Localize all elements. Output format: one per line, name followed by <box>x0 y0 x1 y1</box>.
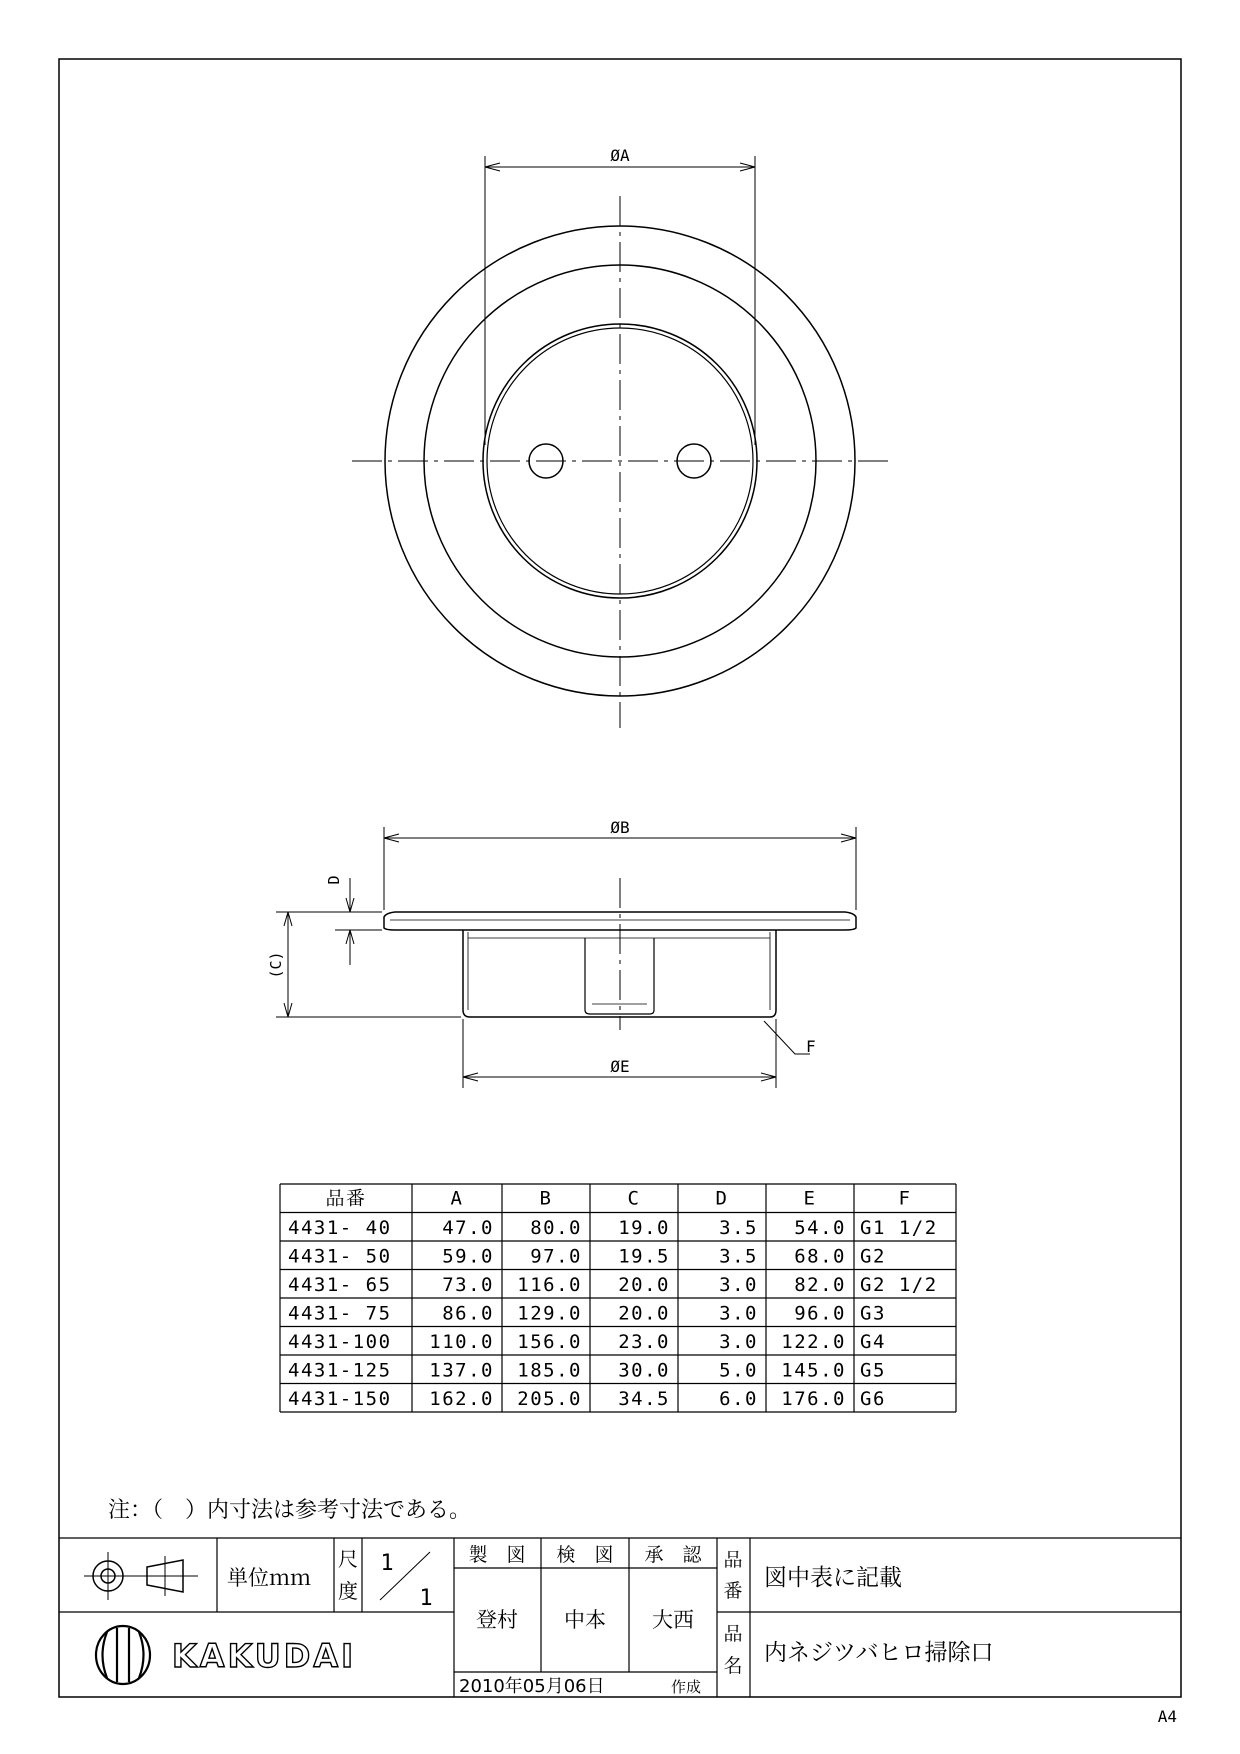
scale-numerator: 1 <box>380 1551 394 1576</box>
side-view <box>276 827 856 1088</box>
table-cell: 20.0 <box>618 1274 670 1296</box>
creation-date: 2010年05月06日 <box>459 1676 605 1697</box>
table-cell: G2 <box>860 1245 886 1268</box>
scale-denominator: 1 <box>419 1586 433 1611</box>
table-header-a: A <box>450 1187 464 1210</box>
table-cell: 122.0 <box>781 1331 846 1353</box>
table-cell: 156.0 <box>517 1331 582 1353</box>
scale-label-bottom: 度 <box>338 1579 358 1603</box>
leader-f-line <box>764 1021 810 1054</box>
table-header-d: D <box>715 1187 729 1210</box>
drawn-by-label: 製 図 <box>468 1544 526 1566</box>
table-cell: 47.0 <box>442 1217 494 1239</box>
table-cell: 23.0 <box>618 1331 670 1353</box>
checked-by-name: 中本 <box>564 1608 606 1632</box>
table-cell: 4431-150 <box>288 1388 392 1410</box>
table-cell: 4431- 75 <box>288 1302 392 1325</box>
paper-size-label: A4 <box>1157 1707 1177 1726</box>
table-cell: 20.0 <box>618 1302 670 1325</box>
dim-a-label: ØA <box>610 146 630 165</box>
table-cell: 3.0 <box>719 1302 758 1325</box>
table-cell: G1 1/2 <box>860 1217 938 1239</box>
dim-d-label: D <box>325 875 343 885</box>
reference-dimension-note: 注：（ ）内寸法は参考寸法である。 <box>108 1498 472 1523</box>
table-cell: 73.0 <box>442 1274 494 1296</box>
part-name-value: 内ネジツバヒロ掃除口 <box>764 1640 994 1666</box>
table-header-b: B <box>539 1187 553 1210</box>
company-wordmark: KAKUDAI <box>172 1637 357 1675</box>
approved-by-name: 大西 <box>652 1608 694 1632</box>
table-cell: 116.0 <box>517 1274 582 1296</box>
part-name-label-bottom: 名 <box>723 1655 743 1677</box>
label-f: F <box>806 1037 816 1056</box>
table-cell: 4431- 40 <box>288 1217 392 1239</box>
table-cell: 4431-125 <box>288 1359 392 1382</box>
spec-table <box>280 1184 956 1412</box>
top-view <box>352 156 888 728</box>
table-header-part-number: 品番 <box>325 1187 367 1210</box>
unit-label: 単位ｍｍ <box>227 1566 311 1590</box>
table-cell: 5.0 <box>719 1359 758 1382</box>
table-cell: 162.0 <box>429 1388 494 1410</box>
table-cell: 59.0 <box>442 1245 494 1268</box>
table-cell: 6.0 <box>719 1388 758 1410</box>
dim-c-label: (C) <box>267 951 285 979</box>
table-cell: 110.0 <box>429 1331 494 1353</box>
table-cell: 4431-100 <box>288 1331 392 1353</box>
table-cell: 3.5 <box>719 1245 758 1268</box>
table-cell: G6 <box>860 1388 886 1410</box>
table-cell: 4431- 65 <box>288 1274 392 1296</box>
table-header-e: E <box>803 1187 817 1210</box>
approved-by-label: 承 認 <box>644 1544 702 1566</box>
table-cell: 145.0 <box>781 1359 846 1382</box>
drawn-by-name: 登村 <box>476 1608 518 1632</box>
table-header-f: F <box>898 1187 912 1210</box>
scale-label-top: 尺 <box>338 1547 358 1571</box>
part-number-label-bottom: 番 <box>723 1580 743 1602</box>
table-cell: 68.0 <box>794 1245 846 1268</box>
table-cell: 97.0 <box>530 1245 582 1268</box>
table-cell: 30.0 <box>618 1359 670 1382</box>
table-cell: 34.5 <box>618 1388 670 1410</box>
checked-by-label: 検 図 <box>556 1544 614 1566</box>
table-cell: 19.0 <box>618 1217 670 1239</box>
table-cell: G4 <box>860 1331 886 1353</box>
table-cell: 19.5 <box>618 1245 670 1268</box>
table-cell: 3.0 <box>719 1331 758 1353</box>
table-cell: 54.0 <box>794 1217 846 1239</box>
table-cell: G3 <box>860 1302 886 1325</box>
table-cell: 185.0 <box>517 1359 582 1382</box>
table-cell: 129.0 <box>517 1302 582 1325</box>
table-cell: G2 1/2 <box>860 1274 938 1296</box>
dim-b-label: ØB <box>610 818 630 837</box>
table-cell: 4431- 50 <box>288 1245 392 1268</box>
creation-date-suffix: 作成 <box>671 1678 702 1696</box>
part-name-label-top: 品 <box>723 1623 743 1645</box>
kakudai-logo-icon <box>96 1626 150 1684</box>
table-cell: 137.0 <box>429 1359 494 1382</box>
table-cell: 205.0 <box>517 1388 582 1410</box>
table-cell: G5 <box>860 1359 886 1382</box>
table-cell: 96.0 <box>794 1302 846 1325</box>
part-number-label-top: 品 <box>723 1549 743 1571</box>
table-header-c: C <box>627 1187 641 1210</box>
table-cell: 3.0 <box>719 1274 758 1296</box>
table-cell: 3.5 <box>719 1217 758 1239</box>
table-cell: 176.0 <box>781 1388 846 1410</box>
table-cell: 80.0 <box>530 1217 582 1239</box>
dim-e-label: ØE <box>610 1057 630 1076</box>
table-cell: 82.0 <box>794 1274 846 1296</box>
third-angle-projection-icon <box>84 1552 198 1600</box>
part-number-value: 図中表に記載 <box>764 1565 902 1591</box>
table-cell: 86.0 <box>442 1302 494 1325</box>
